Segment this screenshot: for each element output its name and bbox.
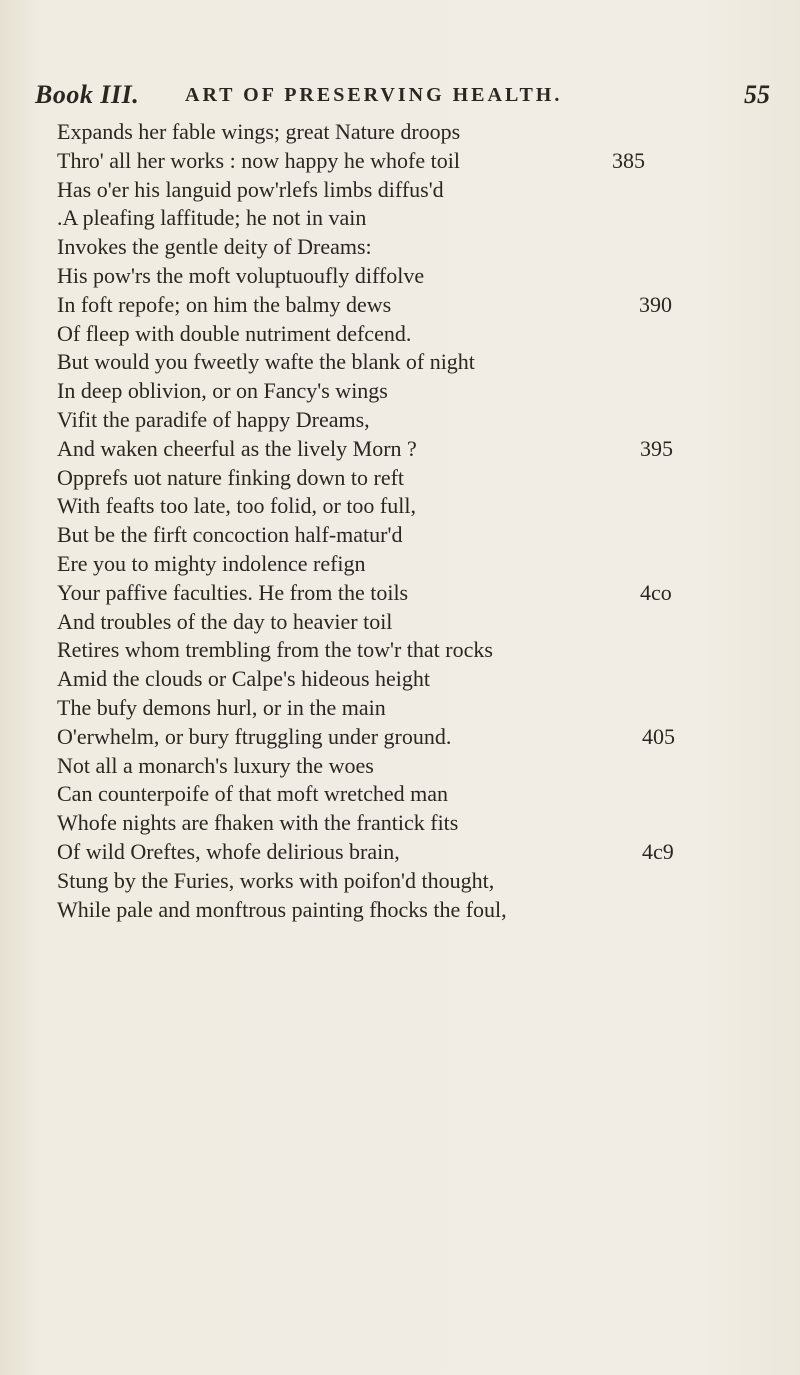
verse-line (57, 608, 777, 637)
verse-line (57, 780, 777, 809)
running-header (35, 80, 770, 112)
verse-line (57, 118, 777, 147)
verse-line (57, 262, 777, 291)
verse-text: And troubles of the day to heavier toil (57, 608, 393, 634)
poem-text (57, 118, 777, 924)
verse-line (57, 723, 777, 752)
verse-line (57, 233, 777, 262)
verse-text: In foft repofe; on him the balmy dews (57, 291, 392, 317)
running-title: ART OF PRESERVING HEALTH. (185, 84, 563, 106)
verse-text: His pow'rs the moft voluptuoufly diffolve (57, 262, 425, 288)
verse-line (57, 464, 777, 493)
verse-text: But would you fweetly wafte the blank of night (57, 349, 475, 375)
book-label: Book III. (35, 80, 140, 109)
verse-line (57, 838, 777, 867)
verse-text: Your paffive faculties. He from the toils (57, 579, 409, 605)
verse-text: In deep oblivion, or on Fancy's wings (57, 378, 388, 404)
verse-text: Vifit the paradife of happy Dreams, (57, 406, 370, 432)
verse-text: Expands her fable wings; great Nature droops (57, 119, 461, 144)
verse-text: Amid the clouds or Calpe's hideous height (57, 666, 431, 692)
verse-text: Retires whom trembling from the tow'r that rocks (57, 637, 493, 663)
verse-line (57, 752, 777, 781)
verse-line (57, 665, 777, 694)
verse-text: Not all a monarch's luxury the woes (57, 752, 374, 778)
line-number: 385 (612, 147, 645, 173)
verse-line (57, 694, 777, 723)
verse-text: While pale and monftrous painting fhocks the foul, (57, 896, 507, 922)
line-number: 405 (642, 723, 675, 749)
verse-text: .A pleafing laffitude; he not in vain (57, 205, 367, 231)
verse-line (57, 291, 777, 320)
verse-text: Has o'er his languid pow'rlefs limbs diffus'd (57, 176, 444, 202)
verse-line (57, 521, 777, 550)
verse-text: Whofe nights are fhaken with the frantick fits (57, 810, 459, 836)
verse-text: Of fleep with double nutriment defcend. (57, 320, 412, 346)
verse-text: O'erwhelm, or bury ftruggling under ground. (57, 723, 452, 749)
verse-line (57, 896, 777, 925)
verse-line (57, 320, 777, 349)
verse-text: With feafts too late, too folid, or too full, (57, 493, 416, 519)
verse-line (57, 176, 777, 205)
verse-text: Opprefs uot nature finking down to reft (57, 464, 405, 490)
verse-text: Invokes the gentle deity of Dreams: (57, 234, 372, 260)
verse-text: Can counterpoife of that moft wretched man (57, 781, 448, 807)
verse-text: But be the firft concoction half-matur'd (57, 522, 403, 548)
verse-line (57, 809, 777, 838)
verse-text: Ere you to mighty indolence refign (57, 550, 366, 576)
verse-line (57, 348, 777, 377)
verse-text: The bufy demons hurl, or in the main (57, 694, 386, 720)
page-number: 55 (744, 80, 770, 109)
verse-text: Thro' all her works : now happy he whofe toil (57, 147, 460, 173)
line-number: 390 (639, 291, 672, 317)
verse-line (57, 492, 777, 521)
verse-line (57, 579, 777, 608)
line-number: 4c9 (642, 838, 674, 864)
verse-line (57, 550, 777, 579)
verse-line (57, 377, 777, 406)
verse-text: Of wild Oreftes, whofe delirious brain, (57, 838, 400, 864)
verse-line (57, 147, 777, 176)
verse-line (57, 867, 777, 896)
verse-line (57, 406, 777, 435)
verse-text: And waken cheerful as the lively Morn ? (57, 435, 417, 461)
verse-line (57, 435, 777, 464)
verse-line (57, 204, 777, 233)
line-number: 4co (640, 579, 672, 605)
verse-text: Stung by the Furies, works with poifon'd thought, (57, 867, 495, 893)
verse-line (57, 636, 777, 665)
line-number: 395 (640, 435, 673, 461)
